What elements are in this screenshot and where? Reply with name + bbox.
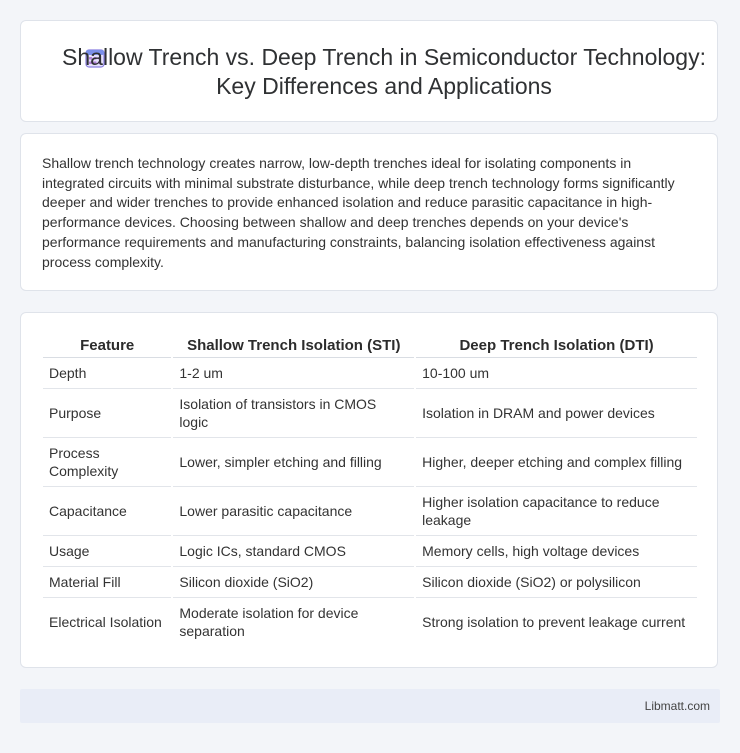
dti-cell: Memory cells, high voltage devices [416, 536, 697, 567]
page-title: Shallow Trench vs. Deep Trench in Semiconductor Technology: Key Differences and Applications [62, 44, 706, 99]
feature-cell: Purpose [43, 389, 171, 438]
header-dti: Deep Trench Isolation (DTI) [416, 333, 697, 358]
intro-paragraph: Shallow trench technology creates narrow, low-depth trenches ideal for isolating components in integrated circuits with minimal substrate disturbance, while deep trench technology forms significantly deeper and wider trenches to provide enhanced isolation and reduce parasitic capacitance in high-performance devices. Choosing between shallow and deep trenches depends on your device's performance requirements and manufacturing constraints, balancing isolation effectiveness against process complexity. [42, 155, 675, 270]
dti-cell: Isolation in DRAM and power devices [416, 389, 697, 438]
feature-cell: Electrical Isolation [49, 614, 162, 630]
header-sti: Shallow Trench Isolation (STI) [173, 333, 414, 358]
table-row [43, 358, 697, 389]
feature-cell: Material Fill [43, 567, 171, 598]
sti-cell: 1-2 um [173, 358, 414, 389]
comparison-card [20, 312, 718, 668]
sti-cell: Lower, simpler etching and filling [173, 438, 414, 487]
feature-cell: Depth [43, 358, 171, 389]
feature-cell: Capacitance [43, 487, 171, 536]
dti-cell: Strong isolation to prevent leakage current [422, 614, 686, 630]
footer-bar [20, 689, 720, 723]
feature-cell: Usage [43, 536, 171, 567]
comparison-table [41, 333, 699, 646]
sti-cell: Lower parasitic capacitance [173, 487, 414, 536]
sti-cell: Logic ICs, standard CMOS [173, 536, 414, 567]
table-row [43, 536, 697, 567]
feature-cell: Process Complexity [43, 438, 171, 487]
table-row [43, 389, 697, 438]
sti-cell: Moderate isolation for device separation [179, 605, 359, 639]
table-row [43, 598, 697, 646]
header-feature: Feature [43, 333, 171, 358]
dti-cell: Higher, deeper etching and complex filling [416, 438, 697, 487]
sti-cell: Isolation of transistors in CMOS logic [173, 389, 414, 438]
table-row [43, 487, 697, 536]
sti-cell: Silicon dioxide (SiO2) [173, 567, 414, 598]
dti-cell: Silicon dioxide (SiO2) or polysilicon [416, 567, 697, 598]
table-row [43, 438, 697, 487]
dti-cell: Higher isolation capacitance to reduce leakage [416, 487, 697, 536]
footer-site-link[interactable]: Libmatt.com [644, 699, 710, 713]
intro-card [20, 133, 718, 291]
table-row [43, 567, 697, 598]
title-card [20, 20, 718, 122]
table-header-row [43, 333, 697, 358]
dti-cell: 10-100 um [416, 358, 697, 389]
